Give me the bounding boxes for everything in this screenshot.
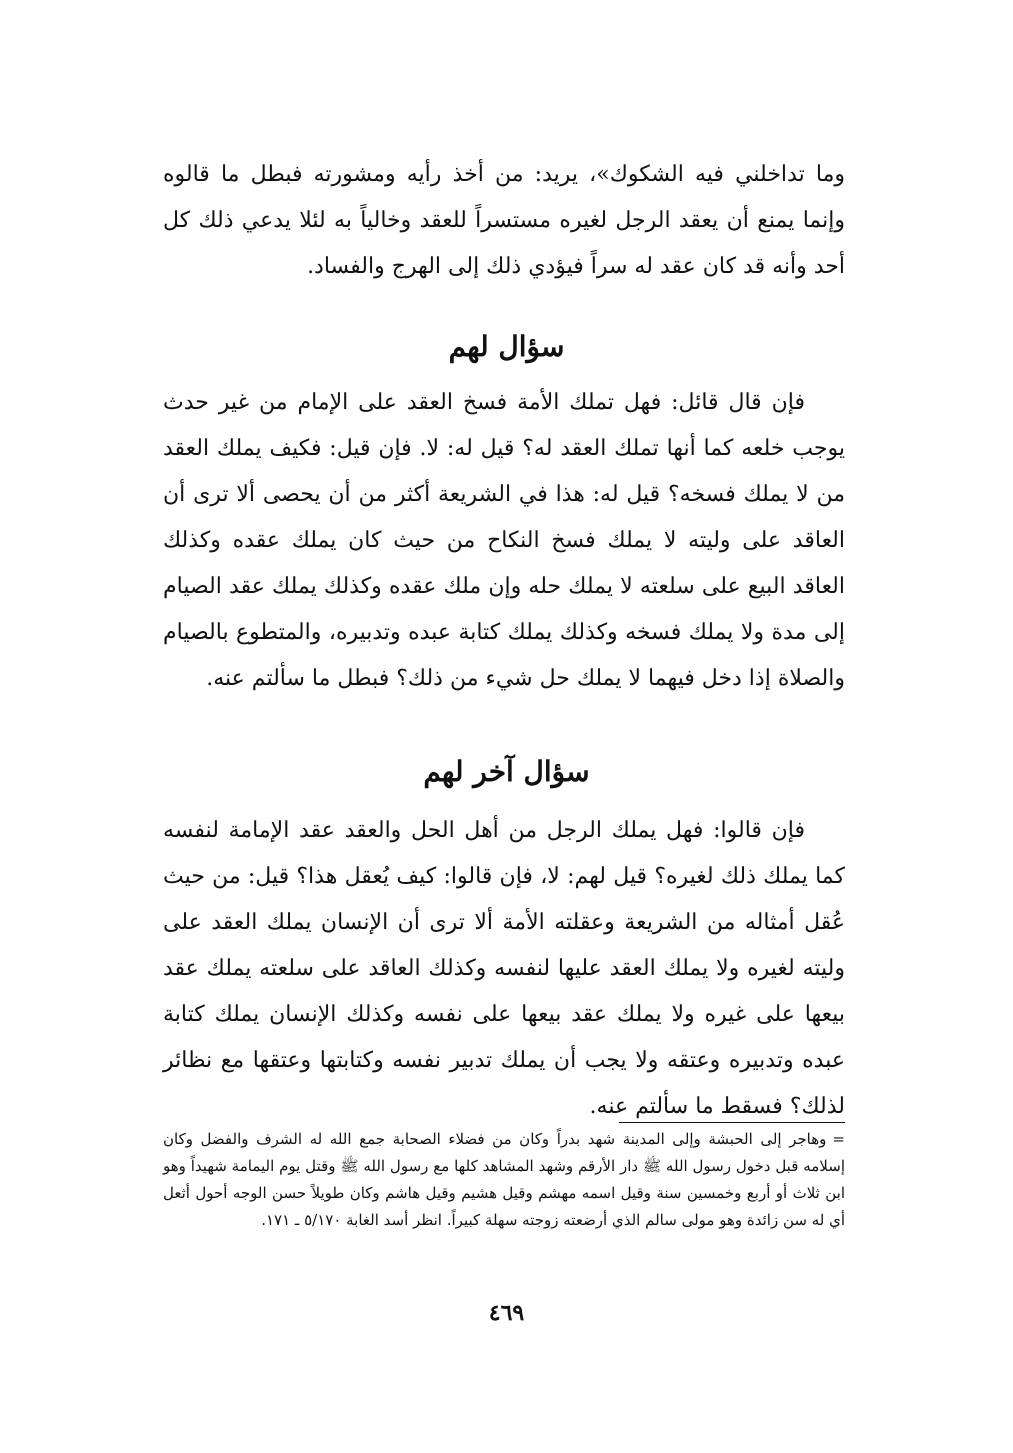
- footnote-divider: [619, 1122, 845, 1123]
- section-1: [163, 380, 845, 702]
- footnote-continuation-marker: =: [832, 1130, 845, 1148]
- section-1-paragraph: فإن قال قائل: فهل تملك الأمة فسخ العقد على الإمام من غير حدث يوجب خلعه كما أنها تملك العقد له؟ قيل له: لا. فإن قيل: فكيف يملك العقد من لا يملك فسخه؟ قيل له: هذا في الشريعة أكثر من أن يحصى ألا ترى أن العاقد على وليته لا يملك فسخ النكاح من حيث كان يملك عقده وكذلك العاقد البيع على سلعته لا يملك حله وإن ملك عقده وكذلك يملك عقد الصيام إلى مدة ولا يملك فسخه وكذلك يملك كتابة عبده وتدبيره، والمتطوع بالصيام والصلاة إذا دخل فيهما لا يملك حل شيء من ذلك؟ فبطل ما سألتم عنه.: [163, 390, 845, 691]
- intro-paragraph: وما تداخلني فيه الشكوك»، يريد: من أخذ رأيه ومشورته فبطل ما قالوه وإنما يمنع أن يعقد الرجل لغيره مستسراً للعقد وخالياً به لئلا يدعي ذلك كل أحد وأنه قد كان عقد له سراً فيؤدي ذلك إلى الهرج والفساد.: [163, 162, 845, 279]
- section-heading-1: سؤال لهم: [448, 330, 565, 363]
- footnote: [163, 1126, 845, 1234]
- footnote-text: وهاجر إلى الحبشة وإلى المدينة شهد بدراً وكان من فضلاء الصحابة جمع الله له الشرف والفضل وكان إسلامه قبل دخول رسول الله ﷺ دار الأرقم وشهد المشاهد كلها مع رسول الله ﷺ وقتل يوم اليمامة شهيداً وهو ابن ثلاث أو أربع وخمسين سنة وقيل اسمه مهشم وقيل هشيم وقيل هاشم وكان طويلاً حسن الوجه أحول أثعل أي له سن زائدة وهو مولى سالم الذي أرضعته زوجته سهلة كبيراً. انظر أسد الغابة ٥/١٧٠ ـ ١٧١.: [163, 1130, 845, 1229]
- section-2-paragraph: فإن قالوا: فهل يملك الرجل من أهل الحل والعقد عقد الإمامة لنفسه كما يملك ذلك لغيره؟ قيل لهم: لا، فإن قالوا: كيف يُعقل هذا؟ قيل: من حيث عُقل أمثاله من الشريعة وعقلته الأمة ألا ترى أن الإنسان يملك العقد على وليته لغيره ولا يملك العقد عليها لنفسه وكذلك العاقد على سلعته يملك عقد بيعها على غيره ولا يملك عقد بيعها على نفسه وكذلك الإنسان يملك كتابة عبده وتدبيره وعتقه ولا يجب أن يملك تدبير نفسه وكتابتها وعتقها مع نظائر لذلك؟ فسقط ما سألتم عنه.: [163, 818, 845, 1119]
- page-number: ٤٦٩: [488, 1300, 525, 1326]
- intro-section: [163, 152, 845, 290]
- section-2: [163, 808, 845, 1130]
- section-heading-2: سؤال آخر لهم: [423, 755, 590, 788]
